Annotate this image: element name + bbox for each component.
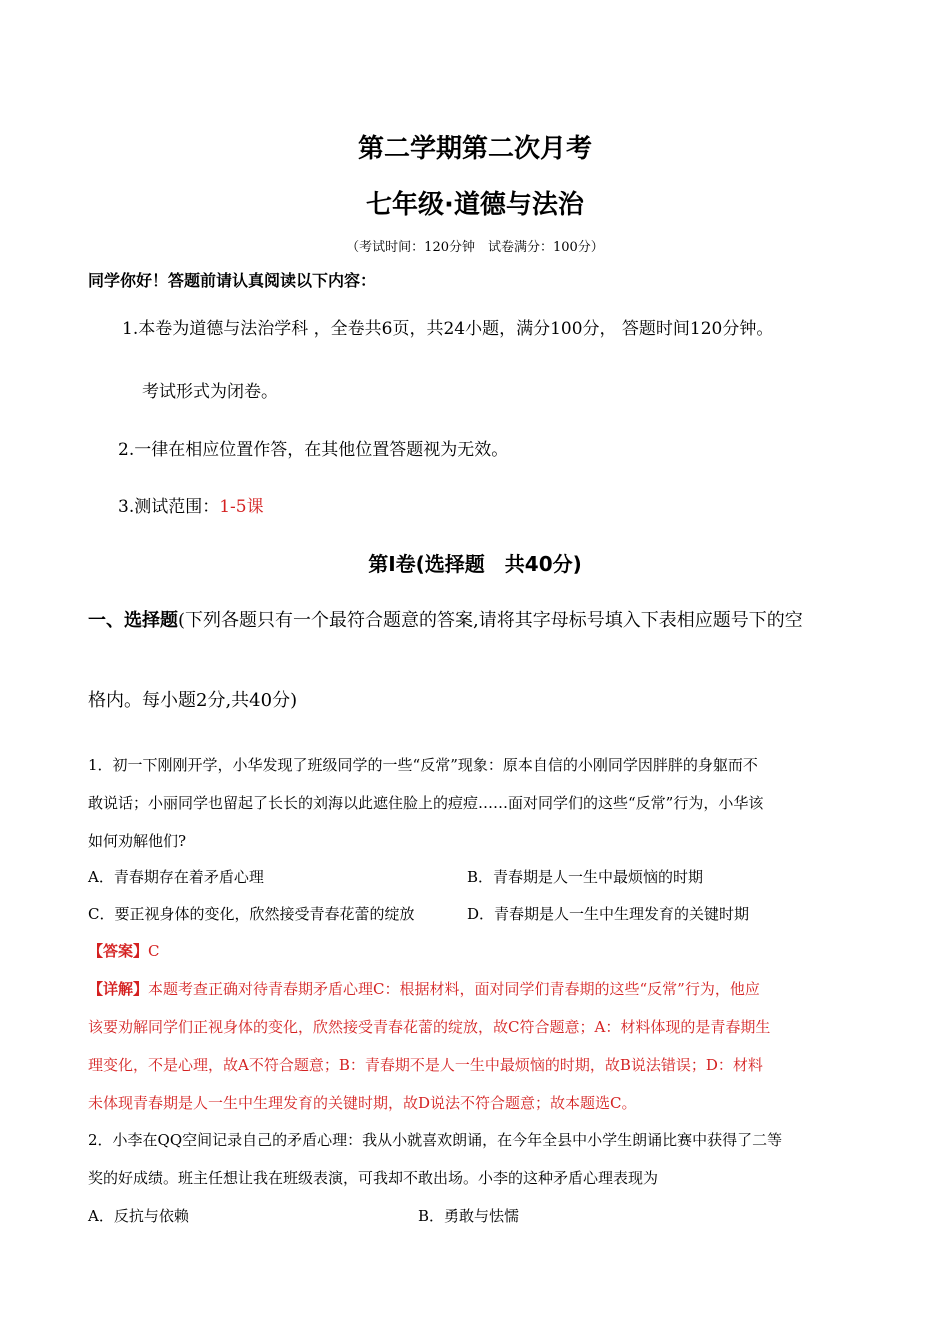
question-1-option-c: C．要正视身体的变化，欣然接受青春花蕾的绽放 — [88, 905, 415, 923]
section-label: 一、选择题 — [88, 610, 178, 631]
detail-line: 未体现青春期是人一生中生理发育的关键时期，故D说法不符合题意；故本题选C。 — [88, 1094, 637, 1112]
question-2-option-a: A．反抗与依赖 — [88, 1207, 189, 1225]
notice-item-2: 2.一律在相应位置作答，在其他位置答题视为无效。 — [118, 440, 509, 460]
answer-value: C — [148, 942, 160, 960]
part-title: 第Ⅰ卷(选择题 共40分) — [368, 552, 582, 576]
exam-info: （考试时间：120分钟 试卷满分：100分） — [346, 240, 604, 255]
question-1-answer — [88, 940, 160, 961]
detail-line: 本题考查正确对待青春期矛盾心理C：根据材料，面对同学们青春期的这些“反常”行为，他应 — [148, 980, 760, 998]
notice-greeting: 同学你好！答题前请认真阅读以下内容： — [88, 271, 377, 290]
question-1-stem: 如何劝解他们? — [88, 832, 187, 850]
notice-item-3-label: 3.测试范围： — [118, 497, 220, 517]
section-desc-cont: 格内。每小题2分,共40分) — [88, 690, 298, 711]
question-1-detail — [88, 978, 760, 999]
detail-line: 理变化，不是心理，故A不符合题意；B：青春期不是人一生中最烦恼的时期，故B说法错误；D：材料 — [88, 1056, 763, 1074]
question-1-stem: 1．初一下刚刚开学，小华发现了班级同学的一些“反常”现象：原本自信的小刚同学因胖胖的身躯而不 — [88, 756, 758, 774]
question-1-option-b: B．青春期是人一生中最烦恼的时期 — [467, 868, 704, 886]
test-range: 1-5课 — [219, 497, 264, 517]
question-2-stem: 奖的好成绩。班主任想让我在班级表演，可我却不敢出场。小李的这种矛盾心理表现为 — [88, 1169, 659, 1187]
question-2-stem: 2．小李在QQ空间记录自己的矛盾心理：我从小就喜欢朗诵，在今年全县中小学生朗诵比赛中获得了二等 — [88, 1131, 783, 1149]
question-1-option-a: A．青春期存在着矛盾心理 — [88, 868, 264, 886]
question-2-option-b: B．勇敢与怯懦 — [418, 1207, 520, 1225]
answer-label: 【答案】 — [88, 942, 149, 960]
detail-label: 【详解】 — [88, 980, 149, 998]
detail-line: 该要劝解同学们正视身体的变化，欣然接受青春花蕾的绽放，故C符合题意；A：材料体现的是青春期生 — [88, 1018, 771, 1036]
page-title: 第二学期第二次月考 — [357, 134, 592, 164]
section-heading — [88, 606, 803, 632]
question-1-stem: 敢说话；小丽同学也留起了长长的刘海以此遮住脸上的痘痘……面对同学们的这些“反常”行为，小华该 — [88, 794, 764, 812]
page-subtitle: 七年级·道德与法治 — [366, 190, 584, 220]
notice-item-1: 1.本卷为道德与法治学科 ，全卷共6页，共24小题，满分100分， 答题时间120分钟。 — [122, 319, 774, 339]
section-desc: (下列各题只有一个最符合题意的答案,请将其字母标号填入下表相应题号下的空 — [178, 610, 803, 631]
notice-item-3 — [118, 492, 264, 517]
notice-item-1-cont: 考试形式为闭卷。 — [142, 382, 278, 402]
question-1-option-d: D．青春期是人一生中生理发育的关键时期 — [467, 905, 750, 923]
